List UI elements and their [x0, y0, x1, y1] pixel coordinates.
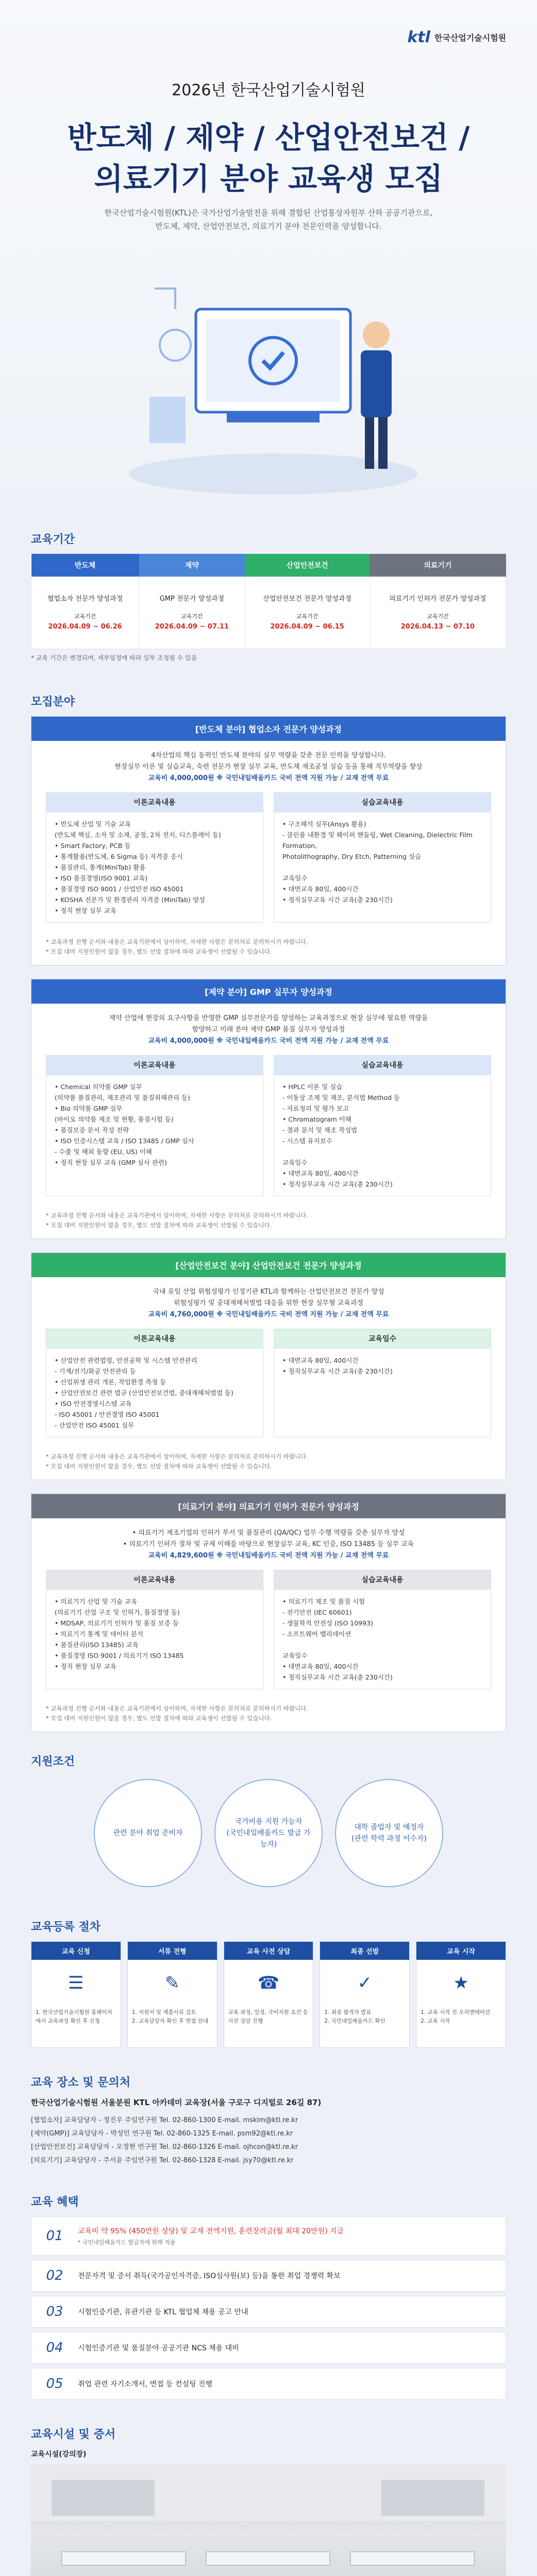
benefit-number: 03 — [46, 2304, 63, 2319]
course-name: GMP 전문가 양성과정 — [159, 595, 225, 603]
card-column-right — [274, 792, 491, 923]
contact-venue: 한국산업기술시험원 서울분원 KTL 아카데미 교육장(서울 구로구 디지털로 26길 87) — [31, 2098, 322, 2107]
schedule-title: 교육기간 — [31, 533, 75, 546]
classroom-photo — [31, 2464, 506, 2576]
card-columns — [46, 1570, 491, 1689]
column-title: 실습교육내용 — [274, 1056, 491, 1075]
column-body: • Chemical 의약품 GMP 실무 (의약품 품질관리, 제조관리 및 품질위해관리 등) • Bio 의약품 GMP 실무 (바이오 의약품 제조 및 현황, 품질시험 등) • 품질보증 문서 작성 전략 • ISO 인증시스템 교육 / ISO 13485 / GMP 실사 - 수출 및 해외 동향 (EU, US) 이해 • 정직 현장 실무 교육 (GMP 실사 관련) — [55, 1083, 194, 1166]
recruit-card — [31, 979, 506, 1239]
hero — [0, 0, 537, 520]
card-columns — [46, 1329, 491, 1437]
card-footnote: * 교육과정 진행 순서와 내용은 교육기관에서 상이하며, 자세한 사항은 문의처로 문의하시기 바랍니다. * 모집 대비 지원인원이 많을 경우, 별도 선발 절차에 따라 교육생이 선발될 수 있습니다. — [46, 938, 308, 955]
benefit-number: 02 — [46, 2268, 63, 2283]
benefit-text: 시험인증기관, 유관기관 등 KTL 협업체 채용 공고 안내 — [78, 2308, 248, 2316]
check-icon: ✓ — [357, 1973, 373, 1993]
card-column-right — [274, 1329, 491, 1437]
column-body: • 산업안전 관련법령, 안전공학 및 시스템 안전관리 - 기계/전기/화공 안전관리 등 • 산업위생 관리 개론, 작업환경 측정 등 • 산업안전보건 관련 법규 (산업안전보건법, 중대재해처벌법 등) • ISO 안전경영시스템 교육 - ISO 45001 / 안전경영 ISO 45001 - 산업안전 ISO 45001 실무 — [55, 1357, 233, 1429]
benefit-row — [31, 2296, 506, 2328]
card-intro: • 의료기기 제조기업의 인허가 부서 및 품질관리 (QA/QC) 업무 수행 역량을 갖춘 실무자 양성 — [132, 1529, 405, 1537]
card-footnote: * 교육과정 진행 순서와 내용은 교육기관에서 상이하며, 자세한 사항은 문의처로 문의하시기 바랍니다. * 모집 대비 지원인원이 많을 경우, 별도 선발 절차에 따라 교육생이 선발될 수 있습니다. — [46, 1705, 308, 1722]
form-icon: ☰ — [68, 1973, 84, 1993]
step-label: 교육 신청 — [31, 1942, 121, 1960]
column-title: 이론교육내용 — [46, 793, 263, 812]
contact-row: [제약(GMP)] 교육담당자 - 박성민 연구원 Tel. 02-860-1325 E-mail. psm92@ktl.re.kr — [31, 2130, 293, 2138]
card-footnote: * 교육과정 진행 순서와 내용은 교육기관에서 상이하며, 자세한 사항은 문의처로 문의하시기 바랍니다. * 모집 대비 지원인원이 많을 경우, 별도 선발 절차에 따라 교육생이 선발될 수 있습니다. — [46, 1212, 308, 1229]
hero-description — [0, 206, 537, 233]
pen-icon: ✎ — [164, 1973, 180, 1993]
card-body — [31, 741, 506, 932]
column-title: 실습교육내용 — [274, 1570, 491, 1590]
benefit-row — [31, 2260, 506, 2292]
step-label: 교육 시작 — [416, 1942, 506, 1960]
recruit-title: 모집분야 — [31, 696, 75, 708]
contact-title: 교육 장소 및 문의처 — [31, 2076, 130, 2089]
period-dates: 2026.04.09 ~ 06.26 — [48, 622, 122, 631]
qualification-title: 지원조건 — [31, 1755, 75, 1768]
facility-title: 교육시설 및 증서 — [31, 2428, 116, 2441]
hero-title-line2: 의료기기 분야 교육생 모집 — [94, 161, 443, 196]
card-body — [31, 1518, 506, 1699]
column-body: • 반도체 산업 및 기술 교육 (반도체 핵심, 소자 및 소재, 공정, 2차 전지, 디스플레이 등) • Smart Factory, PCB 등 • 통계활용(반도체, 6 Sigma 등) 자격증 응시 • 품질관리, 통계(MiniTab) 활용 • ISO 품질경영(ISO 9001 교육) • 품질경영 ISO 9001 / 산업안전 ISO 45001 • KOSHA 전문가 및 환경관리 자격증 (MiniTab) 양성 • 정직 현장 실무 교육 — [55, 820, 221, 914]
card-footnote: * 교육과정 진행 순서와 내용은 교육기관에서 상이하며, 자세한 사항은 문의처로 문의하시기 바랍니다. * 모집 대비 지원인원이 많을 경우, 별도 선발 절차에 따라 교육생이 선발될 수 있습니다. — [46, 1453, 308, 1470]
column-title: 교육일수 — [274, 1329, 491, 1349]
logo-text: 한국산업기술시험원 — [434, 33, 506, 43]
contact-section — [0, 2074, 537, 2167]
period-label: 교육기간 — [296, 613, 318, 620]
schedule-header: 의료기기 — [370, 554, 506, 577]
step-desc: 1. 교육 시작 전 오리엔테이션 2. 교육 시작 — [421, 2009, 491, 2024]
process-step — [224, 1941, 314, 2048]
schedule-cell — [139, 577, 245, 649]
card-highlight: 교육비 4,000,000원 ※ 국민내일배움카드 국비 전액 지원 가능 / 교재 전액 무료 — [148, 1037, 389, 1045]
ktl-logo — [407, 28, 506, 46]
qualification-item: 대학 졸업자 및 예정자 (관련 학력 과정 이수자) — [335, 1779, 443, 1887]
schedule-header: 산업안전보건 — [245, 554, 370, 577]
card-header: [반도체 분야] 협업소자 전문가 양성과정 — [31, 717, 506, 741]
facility-subtitle: 교육시설(강의장) — [31, 2450, 87, 2459]
column-title: 이론교육내용 — [46, 1329, 263, 1349]
process-step — [127, 1941, 217, 2048]
benefit-number: 05 — [46, 2376, 63, 2392]
card-header: [산업안전보건 분야] 산업안전보건 전문가 양성과정 — [31, 1253, 506, 1277]
hero-desc-line1: 한국산업기술시험원(KTL)은 국가산업기술발전을 위해 결합된 산업통상자원부 산하 공공기관으로, — [104, 208, 433, 217]
process-step — [31, 1941, 121, 2048]
card-highlight: 교육비 4,760,000원 ※ 국민내일배움카드 국비 전액 지원 가능 / 교재 전액 무료 — [148, 1311, 389, 1318]
phone-icon: ☎ — [257, 1973, 280, 1993]
schedule-cell — [245, 577, 370, 649]
qualification-section — [0, 1753, 537, 1887]
recruit-cards — [31, 716, 506, 1732]
card-highlight: 교육비 4,000,000원 ※ 국민내일배움카드 국비 전액 지원 가능 / 교재 전액 무료 — [148, 774, 389, 782]
card-intro-2: 위험성평가 및 중대재해처벌법 대응을 위한 현장 실무형 교육과정 — [174, 1299, 363, 1307]
step-label: 최종 선발 — [320, 1942, 409, 1960]
period-label: 교육기간 — [74, 613, 96, 620]
card-header: [의료기기 분야] 의료기기 인허가 전문가 양성과정 — [31, 1494, 506, 1518]
schedule-header: 반도체 — [31, 554, 139, 577]
schedule-note: * 교육 기간은 변경되며, 세부일정에 따라 일부 조정될 수 있음 — [31, 654, 197, 662]
hero-subtitle: 2026년 한국산업기술시험원 — [172, 81, 365, 99]
card-column-left — [46, 1055, 263, 1196]
step-desc: 1. 최종 합격자 발표 2. 국민내일배움카드 확인 — [324, 2009, 385, 2024]
course-name: 산업안전보건 전문가 양성과정 — [263, 595, 351, 603]
hero-title-line1: 반도체 / 제약 / 산업안전보건 / — [67, 120, 470, 155]
column-title: 실습교육내용 — [274, 793, 491, 812]
card-intro-2: • 의료기기 인허가 절차 및 규제 이해를 바탕으로 현장실무 교육, KC 인증, ISO 13485 등 실무 교육 — [123, 1540, 414, 1548]
benefit-row — [31, 2332, 506, 2364]
benefit-text: 시험인증기관 및 품질분야 공공기관 NCS 채용 대비 — [78, 2344, 239, 2352]
card-intro-2: 함양하고 미래 분야 제약 GMP 품질 실무자 양성과정 — [192, 1026, 345, 1033]
period-label: 교육기간 — [181, 613, 203, 620]
process-step — [416, 1941, 506, 2048]
benefit-text: 전문자격 및 증서 취득(국가공인자격증, ISO심사원(보) 등)을 통한 취업 경쟁력 확보 — [78, 2272, 341, 2280]
step-desc: 교육 과정, 일정, 국비지원 조건 등 사전 상담 진행 — [228, 2009, 308, 2024]
card-intro: 국내 유일 산업 위험성평가 인정기관 KTL과 함께하는 산업안전보건 전문가 양성 — [153, 1288, 384, 1296]
schedule-cell — [31, 577, 139, 649]
benefit-row — [31, 2368, 506, 2400]
schedule-table — [31, 554, 506, 649]
card-highlight: 교육비 4,829,600원 ※ 국민내일배움카드 국비 전액 지원 가능 / 교재 전액 무료 — [148, 1552, 389, 1560]
step-desc: 1. 한국산업기술시험원 홈페이지에서 교육과정 확인 후 신청 — [36, 2009, 112, 2024]
course-name: 협업소자 전문가 양성과정 — [47, 595, 123, 603]
period-dates: 2026.04.09 ~ 06.15 — [270, 622, 344, 631]
contact-row: [의료기기] 교육담당자 - 주서윤 주임연구원 Tel. 02-860-1328 E-mail. jsy70@ktl.re.kr — [31, 2157, 294, 2164]
card-intro-2: 현장실무 이론 및 실습교육, 숙련 전문가 현장 실무 교육, 반도체 제조공정 실습 등을 통해 직무역량을 향상 — [114, 763, 423, 771]
column-body: • 대면교육 80일, 400시간 • 정직실무교육 시간 교육(총 230시간) — [282, 1357, 393, 1375]
step-label: 서류 전형 — [128, 1942, 217, 1960]
recruit-card — [31, 1252, 506, 1480]
card-column-left — [46, 1570, 263, 1689]
card-body — [31, 1004, 506, 1206]
facility-section — [0, 2426, 537, 2576]
benefit-number: 01 — [46, 2228, 63, 2244]
card-header: [제약 분야] GMP 실무자 양성과정 — [31, 979, 506, 1004]
process-section — [0, 1918, 537, 2048]
hero-desc-line2: 반도체, 제약, 산업안전보건, 의료기기 분야 전문인력을 양성합니다. — [155, 222, 382, 231]
benefit-text: 취업 관련 자기소개서, 면접 등 컨설팅 진행 — [78, 2380, 213, 2388]
card-column-right — [274, 1055, 491, 1196]
card-column-left — [46, 792, 263, 923]
card-column-right — [274, 1570, 491, 1689]
column-body: • 구조해석 실무(Ansys 활용) - 클린룸 내환경 및 웨이퍼 핸들링, Wet Cleaning, Dielectric Film Formation, Photolithography, Dry Etch, Patterning 실습 교육일수 • 대면교육 80일, 400시간 • 정직실무교육 시간 교육(총 230시간) — [282, 820, 473, 904]
course-name: 의료기기 인허가 전문가 양성과정 — [389, 595, 486, 603]
benefits-section — [0, 2193, 537, 2400]
period-label: 교육기간 — [427, 613, 449, 620]
card-intro: 4차산업의 핵심 동력인 반도체 분야의 실무 역량을 갖춘 전문 인력을 양성합니다. — [151, 752, 386, 759]
benefit-number: 04 — [46, 2340, 63, 2355]
qualification-item: 국가비용 지원 가능자 (국민내일배움카드 발급 가능자) — [214, 1779, 323, 1887]
card-column-left — [46, 1329, 263, 1437]
schedule-cell — [370, 577, 506, 649]
benefits-title: 교육 혜택 — [31, 2196, 79, 2209]
column-body: • 의료기기 제조 및 품질 시험 - 전기안전 (IEC 60601) - 생물학적 안전성 (ISO 10993) - 소프트웨어 밸리데이션 교육일수 • 대면교육 80일, 400시간 • 정직실무교육 시간 교육(총 230시간) — [282, 1598, 393, 1681]
column-body: • HPLC 이론 및 실습 - 이동상 조제 및 재조, 분석법 Method 등 - 자료정리 및 평가 보고 • Chromatogram 이해 - 결과 분석 및 재조 작성법 - 시스템 유지보수 교육일수 • 대면교육 80일, 400시간 • 정직실무교육 시간 교육(총 230시간) — [282, 1083, 400, 1188]
schedule-section — [0, 531, 537, 662]
column-title: 이론교육내용 — [46, 1570, 263, 1590]
logo-mark: ktl — [407, 28, 430, 46]
benefit-sub: * 국민내일배움카드 발급자에 한해 적용 — [78, 2239, 176, 2246]
card-columns — [46, 792, 491, 923]
column-title: 이론교육내용 — [46, 1056, 263, 1075]
period-dates: 2026.04.13 ~ 07.10 — [400, 622, 475, 631]
benefit-text — [78, 2226, 344, 2246]
qualification-list — [31, 1779, 506, 1887]
contact-row: [협업소자] 교육담당자 - 정진우 주임연구원 Tel. 02-860-1300 E-mail. mskim@ktl.re.kr — [31, 2116, 298, 2124]
column-body: • 의료기기 산업 및 기술 교육 (의료기기 산업 구조 및 인허가, 품질경영 등) • MDSAP, 의료기기 인허가 및 품질 보증 등 • 의료기기 통계 및 데이터 분석 • 품질관리(ISO 13485) 교육 • 품질경영 ISO 9001 / 의료기기 ISO 13485 • 정직 현장 실무 교육 — [55, 1598, 184, 1670]
card-intro: 제약 산업에 현장의 요구사항을 반영한 GMP 실무전문가를 양성하는 교육과정으로 현장 실무에 필요한 역량을 — [109, 1014, 428, 1022]
process-title: 교육등록 절차 — [31, 1921, 101, 1934]
recruit-card — [31, 1494, 506, 1732]
contact-row: [산업안전보건] 교육담당자 - 오정현 연구원 Tel. 02-860-1326 E-mail. ojhcon@ktl.re.kr — [31, 2143, 298, 2151]
benefit-row — [31, 2216, 506, 2256]
step-label: 교육 사전 상담 — [224, 1942, 313, 1960]
process-step — [320, 1941, 410, 2048]
benefit-main: 교육비 약 95% (450만원 상당) 및 교재 전액지원, 훈련장려금(월 최대 20만원) 지급 — [78, 2227, 344, 2235]
qualification-item: 관련 분야 취업 준비자 — [94, 1779, 202, 1887]
recruit-card — [31, 716, 506, 965]
schedule-header: 제약 — [139, 554, 245, 577]
card-columns — [46, 1055, 491, 1196]
hero-illustration — [119, 242, 428, 510]
step-desc: 1. 지원서 및 제출서류 검토 2. 교육담당자 확인 후 면접 안내 — [131, 2009, 209, 2024]
recruit-section — [0, 693, 537, 1732]
card-body — [31, 1277, 506, 1447]
process-steps — [31, 1941, 506, 2048]
classroom-photo-image — [31, 2464, 506, 2576]
star-icon: ★ — [453, 1973, 469, 1993]
period-dates: 2026.04.09 ~ 07.11 — [155, 622, 229, 631]
